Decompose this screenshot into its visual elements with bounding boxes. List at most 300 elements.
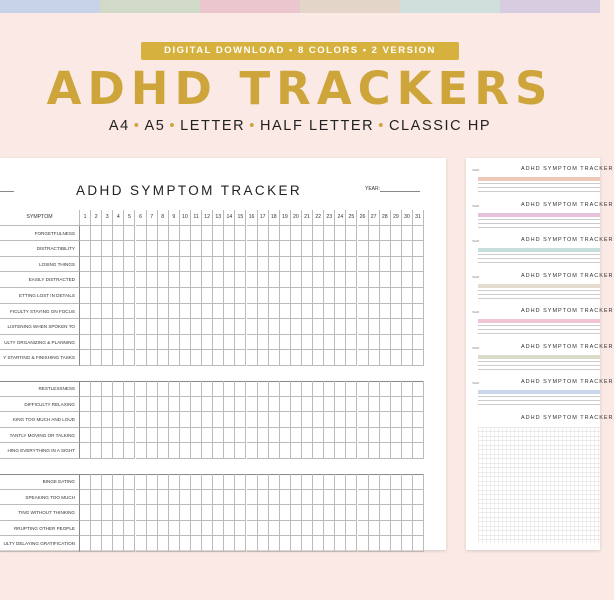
day-cell[interactable] xyxy=(380,397,391,413)
day-cell[interactable] xyxy=(224,319,235,335)
day-cell[interactable] xyxy=(235,505,246,521)
day-cell[interactable] xyxy=(169,397,180,413)
day-cell[interactable] xyxy=(113,428,124,444)
day-cell[interactable] xyxy=(258,304,269,320)
day-cell[interactable] xyxy=(291,335,302,351)
day-cell[interactable] xyxy=(302,381,313,397)
day-cell[interactable] xyxy=(402,443,413,459)
day-cell[interactable] xyxy=(124,490,135,506)
day-cell[interactable] xyxy=(147,505,158,521)
day-cell[interactable] xyxy=(369,335,380,351)
day-cell[interactable] xyxy=(136,350,147,366)
day-cell[interactable] xyxy=(147,474,158,490)
day-cell[interactable] xyxy=(402,272,413,288)
day-cell[interactable] xyxy=(369,241,380,257)
day-cell[interactable] xyxy=(136,257,147,273)
day-cell[interactable] xyxy=(280,490,291,506)
day-cell[interactable] xyxy=(136,490,147,506)
day-cell[interactable] xyxy=(80,350,91,366)
day-cell[interactable] xyxy=(413,505,424,521)
day-cell[interactable] xyxy=(102,428,113,444)
day-cell[interactable] xyxy=(380,350,391,366)
day-cell[interactable] xyxy=(191,521,202,537)
day-cell[interactable] xyxy=(380,335,391,351)
day-cell[interactable] xyxy=(235,490,246,506)
day-cell[interactable] xyxy=(80,304,91,320)
day-cell[interactable] xyxy=(313,241,324,257)
day-cell[interactable] xyxy=(291,521,302,537)
day-cell[interactable] xyxy=(158,397,169,413)
day-cell[interactable] xyxy=(324,443,335,459)
day-cell[interactable] xyxy=(91,412,102,428)
day-cell[interactable] xyxy=(324,257,335,273)
day-cell[interactable] xyxy=(291,257,302,273)
day-cell[interactable] xyxy=(258,335,269,351)
day-cell[interactable] xyxy=(269,521,280,537)
day-cell[interactable] xyxy=(324,226,335,242)
day-cell[interactable] xyxy=(413,319,424,335)
day-cell[interactable] xyxy=(302,536,313,552)
day-cell[interactable] xyxy=(291,505,302,521)
day-cell[interactable] xyxy=(258,350,269,366)
day-cell[interactable] xyxy=(91,428,102,444)
day-cell[interactable] xyxy=(247,272,258,288)
day-cell[interactable] xyxy=(369,257,380,273)
day-cell[interactable] xyxy=(258,412,269,428)
day-cell[interactable] xyxy=(358,443,369,459)
day-cell[interactable] xyxy=(224,521,235,537)
day-cell[interactable] xyxy=(247,304,258,320)
day-cell[interactable] xyxy=(235,272,246,288)
day-cell[interactable] xyxy=(235,474,246,490)
day-cell[interactable] xyxy=(380,226,391,242)
day-cell[interactable] xyxy=(280,474,291,490)
day-cell[interactable] xyxy=(358,521,369,537)
day-cell[interactable] xyxy=(136,304,147,320)
day-cell[interactable] xyxy=(313,304,324,320)
day-cell[interactable] xyxy=(324,319,335,335)
day-cell[interactable] xyxy=(346,397,357,413)
day-cell[interactable] xyxy=(269,226,280,242)
day-cell[interactable] xyxy=(413,335,424,351)
day-cell[interactable] xyxy=(280,505,291,521)
day-cell[interactable] xyxy=(213,335,224,351)
day-cell[interactable] xyxy=(402,474,413,490)
day-cell[interactable] xyxy=(213,241,224,257)
day-cell[interactable] xyxy=(369,319,380,335)
day-cell[interactable] xyxy=(258,257,269,273)
day-cell[interactable] xyxy=(136,536,147,552)
day-cell[interactable] xyxy=(358,319,369,335)
day-cell[interactable] xyxy=(291,226,302,242)
day-cell[interactable] xyxy=(291,381,302,397)
day-cell[interactable] xyxy=(147,241,158,257)
day-cell[interactable] xyxy=(413,428,424,444)
day-cell[interactable] xyxy=(324,350,335,366)
day-cell[interactable] xyxy=(136,288,147,304)
day-cell[interactable] xyxy=(402,428,413,444)
day-cell[interactable] xyxy=(213,319,224,335)
day-cell[interactable] xyxy=(346,521,357,537)
day-cell[interactable] xyxy=(358,536,369,552)
day-cell[interactable] xyxy=(247,226,258,242)
day-cell[interactable] xyxy=(258,505,269,521)
day-cell[interactable] xyxy=(158,319,169,335)
day-cell[interactable] xyxy=(91,474,102,490)
day-cell[interactable] xyxy=(180,350,191,366)
day-cell[interactable] xyxy=(235,335,246,351)
day-cell[interactable] xyxy=(213,428,224,444)
day-cell[interactable] xyxy=(413,474,424,490)
day-cell[interactable] xyxy=(313,381,324,397)
day-cell[interactable] xyxy=(247,241,258,257)
day-cell[interactable] xyxy=(102,304,113,320)
day-cell[interactable] xyxy=(91,397,102,413)
day-cell[interactable] xyxy=(113,505,124,521)
day-cell[interactable] xyxy=(302,226,313,242)
day-cell[interactable] xyxy=(169,257,180,273)
day-cell[interactable] xyxy=(235,304,246,320)
day-cell[interactable] xyxy=(346,428,357,444)
day-cell[interactable] xyxy=(80,521,91,537)
day-cell[interactable] xyxy=(369,536,380,552)
day-cell[interactable] xyxy=(313,257,324,273)
day-cell[interactable] xyxy=(369,443,380,459)
day-cell[interactable] xyxy=(224,272,235,288)
day-cell[interactable] xyxy=(413,521,424,537)
day-cell[interactable] xyxy=(191,505,202,521)
day-cell[interactable] xyxy=(113,257,124,273)
day-cell[interactable] xyxy=(102,521,113,537)
day-cell[interactable] xyxy=(113,536,124,552)
day-cell[interactable] xyxy=(124,474,135,490)
day-cell[interactable] xyxy=(80,412,91,428)
day-cell[interactable] xyxy=(324,304,335,320)
day-cell[interactable] xyxy=(258,381,269,397)
day-cell[interactable] xyxy=(80,428,91,444)
day-cell[interactable] xyxy=(346,474,357,490)
day-cell[interactable] xyxy=(258,319,269,335)
day-cell[interactable] xyxy=(269,350,280,366)
day-cell[interactable] xyxy=(358,335,369,351)
day-cell[interactable] xyxy=(247,319,258,335)
day-cell[interactable] xyxy=(324,381,335,397)
day-cell[interactable] xyxy=(358,474,369,490)
day-cell[interactable] xyxy=(202,319,213,335)
day-cell[interactable] xyxy=(169,272,180,288)
day-cell[interactable] xyxy=(202,490,213,506)
day-cell[interactable] xyxy=(380,443,391,459)
day-cell[interactable] xyxy=(291,474,302,490)
day-cell[interactable] xyxy=(224,257,235,273)
day-cell[interactable] xyxy=(335,257,346,273)
day-cell[interactable] xyxy=(302,257,313,273)
day-cell[interactable] xyxy=(202,381,213,397)
day-cell[interactable] xyxy=(358,304,369,320)
day-cell[interactable] xyxy=(224,226,235,242)
day-cell[interactable] xyxy=(335,505,346,521)
day-cell[interactable] xyxy=(302,350,313,366)
day-cell[interactable] xyxy=(91,381,102,397)
day-cell[interactable] xyxy=(291,536,302,552)
day-cell[interactable] xyxy=(169,226,180,242)
day-cell[interactable] xyxy=(313,474,324,490)
day-cell[interactable] xyxy=(147,304,158,320)
day-cell[interactable] xyxy=(202,428,213,444)
day-cell[interactable] xyxy=(413,350,424,366)
day-cell[interactable] xyxy=(313,412,324,428)
day-cell[interactable] xyxy=(369,288,380,304)
day-cell[interactable] xyxy=(335,521,346,537)
day-cell[interactable] xyxy=(413,288,424,304)
day-cell[interactable] xyxy=(391,536,402,552)
day-cell[interactable] xyxy=(346,536,357,552)
day-cell[interactable] xyxy=(280,335,291,351)
day-cell[interactable] xyxy=(124,257,135,273)
day-cell[interactable] xyxy=(91,350,102,366)
day-cell[interactable] xyxy=(302,505,313,521)
day-cell[interactable] xyxy=(324,397,335,413)
day-cell[interactable] xyxy=(113,521,124,537)
day-cell[interactable] xyxy=(302,443,313,459)
day-cell[interactable] xyxy=(391,350,402,366)
day-cell[interactable] xyxy=(280,397,291,413)
day-cell[interactable] xyxy=(324,288,335,304)
day-cell[interactable] xyxy=(180,490,191,506)
day-cell[interactable] xyxy=(213,350,224,366)
day-cell[interactable] xyxy=(235,397,246,413)
day-cell[interactable] xyxy=(247,350,258,366)
day-cell[interactable] xyxy=(380,257,391,273)
day-cell[interactable] xyxy=(291,490,302,506)
day-cell[interactable] xyxy=(136,521,147,537)
day-cell[interactable] xyxy=(102,350,113,366)
day-cell[interactable] xyxy=(402,288,413,304)
day-cell[interactable] xyxy=(280,412,291,428)
day-cell[interactable] xyxy=(124,226,135,242)
day-cell[interactable] xyxy=(191,474,202,490)
day-cell[interactable] xyxy=(324,412,335,428)
day-cell[interactable] xyxy=(258,443,269,459)
day-cell[interactable] xyxy=(91,226,102,242)
day-cell[interactable] xyxy=(413,381,424,397)
day-cell[interactable] xyxy=(224,304,235,320)
day-cell[interactable] xyxy=(402,319,413,335)
day-cell[interactable] xyxy=(335,272,346,288)
day-cell[interactable] xyxy=(402,304,413,320)
day-cell[interactable] xyxy=(235,257,246,273)
day-cell[interactable] xyxy=(235,226,246,242)
day-cell[interactable] xyxy=(358,350,369,366)
day-cell[interactable] xyxy=(113,443,124,459)
day-cell[interactable] xyxy=(402,381,413,397)
day-cell[interactable] xyxy=(369,474,380,490)
day-cell[interactable] xyxy=(302,288,313,304)
day-cell[interactable] xyxy=(113,490,124,506)
day-cell[interactable] xyxy=(335,443,346,459)
day-cell[interactable] xyxy=(335,474,346,490)
day-cell[interactable] xyxy=(158,490,169,506)
day-cell[interactable] xyxy=(180,536,191,552)
day-cell[interactable] xyxy=(280,288,291,304)
day-cell[interactable] xyxy=(124,350,135,366)
day-cell[interactable] xyxy=(258,490,269,506)
day-cell[interactable] xyxy=(169,474,180,490)
day-cell[interactable] xyxy=(113,319,124,335)
day-cell[interactable] xyxy=(269,319,280,335)
day-cell[interactable] xyxy=(380,490,391,506)
day-cell[interactable] xyxy=(180,412,191,428)
day-cell[interactable] xyxy=(235,536,246,552)
day-cell[interactable] xyxy=(124,505,135,521)
day-cell[interactable] xyxy=(147,443,158,459)
day-cell[interactable] xyxy=(413,490,424,506)
day-cell[interactable] xyxy=(202,257,213,273)
day-cell[interactable] xyxy=(224,428,235,444)
day-cell[interactable] xyxy=(180,241,191,257)
day-cell[interactable] xyxy=(369,412,380,428)
day-cell[interactable] xyxy=(224,505,235,521)
day-cell[interactable] xyxy=(391,319,402,335)
day-cell[interactable] xyxy=(346,288,357,304)
day-cell[interactable] xyxy=(313,428,324,444)
day-cell[interactable] xyxy=(80,257,91,273)
day-cell[interactable] xyxy=(313,350,324,366)
day-cell[interactable] xyxy=(158,335,169,351)
day-cell[interactable] xyxy=(147,350,158,366)
day-cell[interactable] xyxy=(402,412,413,428)
day-cell[interactable] xyxy=(80,319,91,335)
day-cell[interactable] xyxy=(247,381,258,397)
day-cell[interactable] xyxy=(324,474,335,490)
day-cell[interactable] xyxy=(358,412,369,428)
day-cell[interactable] xyxy=(258,241,269,257)
day-cell[interactable] xyxy=(91,505,102,521)
day-cell[interactable] xyxy=(191,288,202,304)
day-cell[interactable] xyxy=(124,397,135,413)
day-cell[interactable] xyxy=(136,474,147,490)
day-cell[interactable] xyxy=(191,272,202,288)
day-cell[interactable] xyxy=(280,381,291,397)
day-cell[interactable] xyxy=(247,490,258,506)
day-cell[interactable] xyxy=(280,443,291,459)
day-cell[interactable] xyxy=(91,521,102,537)
day-cell[interactable] xyxy=(346,505,357,521)
day-cell[interactable] xyxy=(247,257,258,273)
day-cell[interactable] xyxy=(335,241,346,257)
day-cell[interactable] xyxy=(346,443,357,459)
day-cell[interactable] xyxy=(136,319,147,335)
day-cell[interactable] xyxy=(313,397,324,413)
day-cell[interactable] xyxy=(80,335,91,351)
day-cell[interactable] xyxy=(380,536,391,552)
day-cell[interactable] xyxy=(158,521,169,537)
day-cell[interactable] xyxy=(202,536,213,552)
day-cell[interactable] xyxy=(224,443,235,459)
day-cell[interactable] xyxy=(213,397,224,413)
day-cell[interactable] xyxy=(269,335,280,351)
day-cell[interactable] xyxy=(291,428,302,444)
day-cell[interactable] xyxy=(158,272,169,288)
day-cell[interactable] xyxy=(158,536,169,552)
day-cell[interactable] xyxy=(280,350,291,366)
day-cell[interactable] xyxy=(358,241,369,257)
day-cell[interactable] xyxy=(413,304,424,320)
day-cell[interactable] xyxy=(402,521,413,537)
day-cell[interactable] xyxy=(280,257,291,273)
day-cell[interactable] xyxy=(291,412,302,428)
day-cell[interactable] xyxy=(413,272,424,288)
day-cell[interactable] xyxy=(280,536,291,552)
day-cell[interactable] xyxy=(324,272,335,288)
day-cell[interactable] xyxy=(202,521,213,537)
day-cell[interactable] xyxy=(247,536,258,552)
day-cell[interactable] xyxy=(180,272,191,288)
day-cell[interactable] xyxy=(335,490,346,506)
day-cell[interactable] xyxy=(158,226,169,242)
day-cell[interactable] xyxy=(80,397,91,413)
day-cell[interactable] xyxy=(147,272,158,288)
day-cell[interactable] xyxy=(80,272,91,288)
day-cell[interactable] xyxy=(102,381,113,397)
day-cell[interactable] xyxy=(136,335,147,351)
day-cell[interactable] xyxy=(158,350,169,366)
day-cell[interactable] xyxy=(258,397,269,413)
day-cell[interactable] xyxy=(391,241,402,257)
day-cell[interactable] xyxy=(313,490,324,506)
day-cell[interactable] xyxy=(391,505,402,521)
day-cell[interactable] xyxy=(269,381,280,397)
day-cell[interactable] xyxy=(136,505,147,521)
day-cell[interactable] xyxy=(313,226,324,242)
day-cell[interactable] xyxy=(202,304,213,320)
day-cell[interactable] xyxy=(269,443,280,459)
day-cell[interactable] xyxy=(313,319,324,335)
day-cell[interactable] xyxy=(80,443,91,459)
day-cell[interactable] xyxy=(402,490,413,506)
day-cell[interactable] xyxy=(235,241,246,257)
day-cell[interactable] xyxy=(269,474,280,490)
day-cell[interactable] xyxy=(335,288,346,304)
day-cell[interactable] xyxy=(413,226,424,242)
day-cell[interactable] xyxy=(180,288,191,304)
day-cell[interactable] xyxy=(302,490,313,506)
day-cell[interactable] xyxy=(180,428,191,444)
day-cell[interactable] xyxy=(247,288,258,304)
day-cell[interactable] xyxy=(124,536,135,552)
day-cell[interactable] xyxy=(136,397,147,413)
day-cell[interactable] xyxy=(158,241,169,257)
day-cell[interactable] xyxy=(358,428,369,444)
day-cell[interactable] xyxy=(102,288,113,304)
day-cell[interactable] xyxy=(402,536,413,552)
day-cell[interactable] xyxy=(313,505,324,521)
day-cell[interactable] xyxy=(80,288,91,304)
day-cell[interactable] xyxy=(158,381,169,397)
day-cell[interactable] xyxy=(269,241,280,257)
day-cell[interactable] xyxy=(391,257,402,273)
day-cell[interactable] xyxy=(202,397,213,413)
day-cell[interactable] xyxy=(302,428,313,444)
day-cell[interactable] xyxy=(247,412,258,428)
day-cell[interactable] xyxy=(280,241,291,257)
day-cell[interactable] xyxy=(224,241,235,257)
day-cell[interactable] xyxy=(413,241,424,257)
day-cell[interactable] xyxy=(191,428,202,444)
day-cell[interactable] xyxy=(335,335,346,351)
day-cell[interactable] xyxy=(291,241,302,257)
day-cell[interactable] xyxy=(235,412,246,428)
